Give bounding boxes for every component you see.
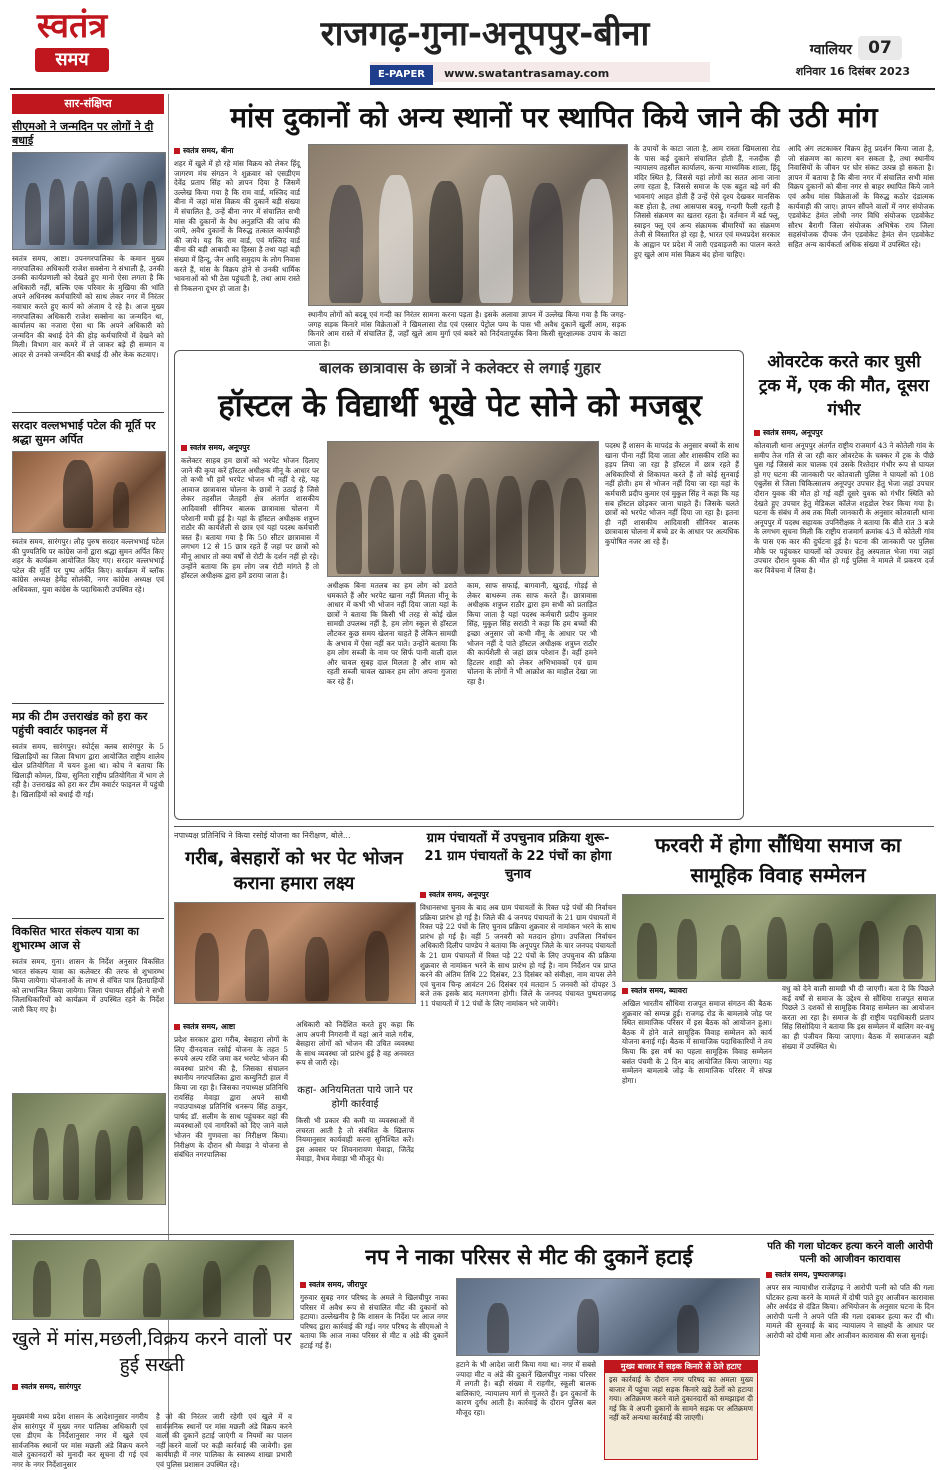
story-column: कलेक्टर साहब हम छात्रों को भरपेट भोजन दिलाए जाने की कृपा करें हॉस्टल अधीक्षक मीनू के आधार पर तो कभी भी हमें भरपेट भोजन भी नहीं दे रहे, यह आवाज छात्रावास चोलना के छात्रों ने उठाई है जिसे लेकर तहसील जैतहरी क्षेत्र अंतर्गत शासकीय आदिवासी सीनियर बालक छात्रावास चोलना में परेशानी मची हुई है। यहां के हॉस्टल अधीक्षक शत्रुघ्न राठौर की कार्यशैली से छात्र एवं यहां पदस्थ कर्मचारी त्रस्त हैं। बताया गया है कि 50 सीटर छात्रावास में लगभग 12 से 15 छात्र रहते हैं जहां पर छात्रों को मीनू आधार तो क्या वर्षों से रोटी के दर्शन नहीं हो रहे। उन्होंने बताया कि हम लोग जब रोटी मांगते हैं तो हॉस्टल अधीक्षक द्वारा हमें डराया जाता है। (181, 456, 319, 581)
sidebar-section-title (12, 94, 164, 114)
sidebar-item (12, 703, 164, 910)
edition-title: राजगढ़-गुना-अनूपपुर-बीना (320, 14, 650, 54)
murder-headline: पति की गला घोटकर हत्या करने वाली आरोपी पत्नी को आजीवन कारावास (767, 1241, 933, 1265)
sidebar-headline: विकसित भारत संकल्प यात्रा का शुभारम्भ आज से (12, 925, 139, 952)
byline: स्वतंत्र समय, अनूपपुर (420, 890, 616, 900)
byline: स्वतंत्र समय, जीरापुर (300, 1280, 448, 1290)
story-column: पदस्थ हैं शासन के मापदंड के अनुसार बच्चों के साथ खाना पीना नहीं दिया जाता और शासकीय राशि का हड़प लिया जा रहा है हॉस्टल में छात्र रहते हैं अधिकारियों से शिकायत करते हैं तो कोई सुनवाई नहीं होती। हम से भोजन नहीं दिया जा रहा यहां के कर्मचारी प्रदीप कुमार एवं मुकुल सिंह ने कहा कि यह सब हॉस्टल छोड़कर जाना चाहते हैं। जिसके चलते छात्रों को भरपेट भोजन नहीं दिया जा रहा है। इतना ही नहीं शासकीय आदिवासी सीनियर बालक छात्रावास चोलना में बच्चे डर के आधार पर अत्यधिक कुपोषित नजर आ रहे हैं। (605, 441, 739, 546)
byline: स्वतंत्र समय, बीना (174, 146, 300, 156)
story-column: शहर में खुले में हो रहे मांस विक्रय को लेकर हिंदू जागरण मंच संगठन ने शुक्रवार को एसडीएम देवेंद्र प्रताप सिंह को ज्ञापन दिया है जिसमें उल्लेख किया गया है कि राम वार्ड, मस्जिद वार्ड बीना में जहां मांस विक्रय की दुकानें बड़ी संख्या में संचालित है, उन्हें बीना नगर में संचालित सभी मांस की दुकानों के वैध अनुज्ञप्ति की जांच की जाये, अवैध दुकानों के विरुद्ध तत्काल कार्यवाही की जाये। यह कि राम वार्ड, एवं मस्जिद वार्ड बीना की बड़ी आबादी का हिस्सा है तथा यहां बड़ी संख्या में हिन्दू, जैन आदि समुदाय के लोग निवास करते हैं, मांस के विक्रय होने से उनकी धार्मिक भावनाओं को भी ठेस पहुंचती है, तथा आम रास्ते से निकलना दूभर हो जाता है। (174, 159, 300, 293)
news-photo (327, 441, 599, 577)
masthead-rule (10, 88, 935, 90)
news-photo (12, 1240, 294, 1320)
khule-story (12, 1240, 292, 1469)
sondhiya-headline: फरवरी में होगा सौंधिया समाज का सामूहिक विवाह सम्मेलन (654, 833, 902, 887)
news-photo (12, 451, 166, 533)
story-column: विधानसभा चुनाव के बाद अब ग्राम पंचायतों के रिक्त पड़े पंचों की निर्वाचन प्रक्रिया प्रारंभ हो गई है। जिले की 4 जनपद पंचायतों के 21 ग्राम पंचायतों में रिक्त पड़े 22 पंचों के लिए चुनाव प्रक्रिया शुक्रवार से नामांकन भरने के साथ प्रारंभ हो गई है। वहीं 5 जनवरी को मतदान होगा। उपजिला निर्वाचन अधिकारी दिलीप पाण्डेय ने बताया कि अनूपपुर जिले के चार जनपद पंचायतों के 21 ग्राम पंचायतों में रिक्त पड़े 22 पंचों के लिए उपचुनाव की प्रक्रिया शुक्रवार से नामांकन भरने के साथ प्रारंभ हो गई है। नाम निर्देशन पत्र प्राप्त करने की अंतिम तिथि 22 दिसंबर, 23 दिसंबर को संवीक्षा, नाम वापस लेने एवं चुनाव चिन्ह आवंटन 26 दिसंबर एवं मतदान 5 जनवरी को दोपहर 3 बजे तक इसके बाद मतगणना होगी। जिले के जनपद पंचायत पुष्पराजगढ़ 11 पंचायतों में 12 पंचों के लिए नामांकन भरे जायेंगे। (420, 903, 616, 1008)
story-column: गुरुवार सुबह नगर परिषद के अमले ने खिलचीपुर नाका परिसर में अवैध रूप से संचालित मीट की दुकानों को हटाया। उल्लेखनीय है कि शासन के निर्देश पर आज नगर परिषद द्वारा कार्रवाई की गई। नगर परिषद के सीएमओ ने बताया कि आज नाका परिसर से मीट व अंडे की दुकानें हटाई गई हैं। (300, 1293, 448, 1350)
sidebar-text: स्वतंत्र समय, सारंगपुर। लौह पुरुष सरदार वल्लभभाई पटेल की पुण्यतिथि पर कांग्रेस जनों द्वारा श्रद्धा सुमन अर्पित किए शहर के कार्यक्रम आयोजित किए गए। सरदार वल्लभभाई पटेल की मूर्ति पर पुष्प अर्पित किए। कार्यक्रम में ब्लॉक कांग्रेस अध्यक्ष हेमेंद्र सोलंकी, नगर कांग्रेस अध्यक्ष एवं अधिवक्ता, युवा कांग्रेस के पदाधिकारी उपस्थित रहे। (12, 537, 164, 594)
edition-date: शनिवार 16 दिसंबर 2023 (795, 65, 910, 78)
story-column: स्थानीय लोगों को बदबू एवं गन्दी का निरंतर सामना करना पड़ता है। इसके अलावा ज्ञापन में उल्लेख किया गया है कि जगह-जगह सड़क किनारे मांस विक्रेताओं ने खिमलासा रोड एवं एस्सार पेट्रोल पम्प के पास भी अवैध दुकानें खुलीं आम, सड़क किनारे आम रास्ते में संचालित हैं, जहाँ खुले आम मुर्गा एवं बकरे को निर्दयतापूर्वक बिना किसी सुरक्षात्मक उपाय के काटा जाता है। (308, 310, 626, 348)
khule-headline: खुले में मांस,मछली,विक्रय करने वालों पर हुई सख्ती (12, 1328, 292, 1376)
story-column: आदि अंग लटकाकर विक्रय हेतु प्रदर्शन किया जाता है, जो संक्रमण का कारण बन सकता है, तथा स्थानीय निवासियों के जीवन पर घोर संकट उत्पन्न हो सकता है। ज्ञापन में बताया है कि बीना नगर में संचालित सभी मांस विक्रय दुकानों को बीना नगर से बाहर स्थापित किये जाने एवं अवैध मांस विक्रेताओं के विरुद्ध कठोर दंडात्मक कार्यवाही की जाए। ज्ञापन सौंपने वालों में नगर संयोजक एडवोकेट हेमंत लोधी नगर विधि संयोजक एडवोकेट सौरभ बैरागी जिला संयोजक अभिषेक राय जिला सहसंयोजक दीपक जैन एडवोकेट हेमंत सेन एडवोकेट सहित अन्य कार्यकर्ता अधिक संख्या में उपस्थित रहे। (788, 144, 934, 249)
news-photo (456, 1278, 760, 1356)
byline: स्वतंत्र समय, सारंगपुर (12, 1382, 292, 1392)
story-column: किसी भी प्रकार की कमी या व्यवस्थाओं में लचरता आती है तो संबंधित के खिलाफ नियमानुसार कार्यवाही करना सुनिश्चित करें। इस अवसर पर शिवनारायण मेवाड़ा, जितेंद्र मेवाड़ा, वैभव मेवाड़ा भी मौजूद थे। (296, 1116, 414, 1164)
lead-story (174, 144, 934, 370)
story-column: अधीक्षक बिना मतलब का हम लोग को डराते धमकाते हैं और भरपेट खाना नहीं मिलता मीनू के आधार में कभी भी भोजन नहीं दिया जाता यहां के छात्रों ने बताया कि किसी भी तरह से कोई खेल सामग्री उपलब्ध नहीं है, हम लोग स्कूल से हॉस्टल लौटकर कुछ समय खेलना चाहते हैं लेकिन सामग्री के अभाव में ऐसा नहीं कर पाते। उन्होंने बताया कि हम लोग सब्जी के नाम पर सिर्फ पानी वाली दाल और चावल सुबह दाल मिलता है और शाम को रहती सब्जी चावल खाकर हम लोग अपना गुजारा कर रहे हैं। (327, 581, 457, 686)
newspaper-logo (16, 6, 128, 82)
story-column: प्रदेश सरकार द्वारा गरीब, बेसहारा लोगों के लिए दीनदयाल रसोई योजना के तहत 5 रूपये अल्प राशि जमा कर भरपेट भोजन की व्यवस्था प्रारंभ की है, जिसका संचालन स्थानीय नगरपालिका द्वारा कम्युनिटी हाल में किया जा रहा है। जिसका नपाध्यक्ष प्रतिनिधि रायसिंह मेवाड़ा द्वारा अपने साथी नपाउपाध्यक्ष प्रतिनिधि धनरूप सिंह ठाकुर, पार्षद डॉ. सलीम के साथ पहुंचकर वहां की व्यवस्थाओं एवं नागरिकों को दिए जाने वाले भोजन की गुणवत्ता का निरीक्षण किया। निरीक्षण के दौरान श्री मेवाड़ा ने योजना से संबंधित नगरपालिका (174, 1035, 288, 1160)
story-column: हटाने के भी आदेश जारी किया गया था। नगर में सबसे ज्यादा मीट व अंडे की दुकानें खिलचीपुर नाका परिसर में लगती है। बड़ी संख्या में राहगीर, स्कूली बालक बालिकाएं, न्यायालय मार्ग से गुजरते हैं। इन दुकानों के कारण दुर्गंध आती है। कार्रवाई के दौरान पुलिस बल मौजूद रहा। (456, 1360, 596, 1417)
byline: स्वतंत्र समय, अनूपपुर (754, 428, 934, 438)
sidebar-text: स्वतंत्र समय, सारंगपुर। स्पोर्ट्स क्लब सारंगपुर के 5 खिलाड़ियों का जिला विभाग द्वारा आयोजित राष्ट्रीय शालेय खेल प्रतियोगिता में चयन हुआ था। कोच ने बताया कि खिलाड़ी कोमल, प्रिया, सुनिता राष्ट्रीय प्रतियोगिता में भाग ले रही है। उत्तराखंड को हरा कर टीम क्वार्टर फाइनल में पहुंची है। खिलाड़ियों को बधाई दी गई। (12, 742, 164, 799)
page-number-badge (858, 36, 902, 60)
sidebar-headline: मप्र की टीम उत्तराखंड को हरा कर पहुंची क्वार्टर फाइनल में (12, 710, 148, 737)
hostel-headline: हॉस्टल के विद्यार्थी भूखे पेट सोने को मजबूर (218, 388, 702, 424)
masthead (0, 0, 945, 90)
byline: स्वतंत्र समय, आष्टा (174, 1022, 288, 1032)
city-label: ग्वालियर (809, 42, 852, 58)
sidebar-item (12, 412, 164, 695)
sidebar-text: स्वतंत्र समय, आष्टा। उपनगरपालिका के कमान मुख्य नगरपालिका अधिकारी राजेश सक्सेना ने संभाली है, उनकी उनकी कार्यप्रणाली को देखते हुए मानो ऐसा लगता है कि अधिकारी नहीं, बल्कि एक परिवार के मुखिया की भांति अपने अधिनस्थ कर्मचारियों को साथ लेकर नगर में निरंतर नवाचार करते हुए कार्य को अंजाम दे रहे है। आज मुख्य नगरपालिका अधिकारी राजेश सक्सेना का जन्मदिन था, कार्यालय का नजारा ऐसा था कि अपने अधिकारी को जन्मदिन की बधाई देने की होड़ कर्मचारियों में देखने को मिली। विभाग वार कमरे में ले जाकर बड़े ही सम्मान व आदर से उनको जन्मदिन की बधाई दी और केक कटवाए। (12, 254, 164, 359)
story-column: के उपायों के काटा जाता है, आम रास्ता खिमलासा रोड के पास कई दुकाने संचालित होती हैं, नजदीक ही न्यायालय तहसील कार्यालय, कन्या माध्यमिक शाला, हिंदू मंदिर स्थित है, जिससे यहां लोगों का सतत आना जाना लगा रहता है, जिससे समाज के एक बहुत बड़े वर्ग की भावनाएं आहत होती हैं उन्हें ऐसे दृश्य देखकर मानसिक कष्ट होता है, तथा आसपास बदबू, गन्दगी फैली रहती है जिससे संक्रमण का खतरा रहता है। वर्तमान में बर्ड फ्लू, स्वाइन फ्लू एवं अन्य संक्रामक बीमारियों का संक्रमण तेजी से विस्तारित हो रहा है, भारत एवं मध्यप्रदेश सरकार के आह्वान पर प्रदेश में जारी एडवाइजरी का पालन करते हुए खुले आम मांस विक्रय बंद होना चाहिए। (634, 144, 780, 259)
story-column: अधिकारी को निर्देशित करते हुए कहा कि आप अपनी निगरानी में यहां आने वाले गरीब, बेसहारा लोगों को भोजन की उचित व्यवस्था के साथ व्यवस्था जो प्रारंभ हुई है वह अनवरत रूप से जारी रहे। (296, 1020, 414, 1068)
info-box-text: इस कार्रवाई के दौरान नगर परिषद का अमला मुख्य बाजार में पहुंचा जहां सड़क किनारे खड़े ठेलों को हटाया गया। अतिक्रमण करने वाले दुकानदारों को समझाइश दी गई कि वे अपनी दुकानों के सामने सड़क पर अतिक्रमण नहीं करें अन्यथा कार्रवाई की जाएगी। (609, 1375, 753, 1423)
info-box-title: मुख्य बाजार में सड़क किनारे से ठेले हटाए (605, 1361, 757, 1373)
sidebar-title-text: सार-संक्षिप्त (64, 97, 112, 110)
section-rule (174, 826, 934, 827)
panchayat-story (420, 830, 616, 1230)
byline: स्वतंत्र समय, अनूपपुर (181, 443, 319, 453)
garib-subhead: कहा- अनियमितता पाये जाने पर होगी कार्रवाई (297, 1085, 413, 1110)
hostel-kicker: बालक छात्रावास के छात्रों ने कलेक्टर से लगाई गुहार (319, 359, 601, 377)
sondhiya-story (622, 830, 934, 1230)
website-link[interactable]: www.swatantrasamay.com (444, 67, 610, 80)
overtake-story (754, 350, 934, 820)
sidebar-item (12, 918, 164, 1087)
section-rule (10, 1234, 934, 1235)
story-column: अखिल भारतीय सौंधिया राजपूत समाज संगठन की बैठक शुक्रवार को सम्पन्न हुई। राजगढ़ रोड के बामलाबे जोड़ पर स्थित सामाजिक परिसर में इस बैठक को आयोजन हुआ। बैठक में होने वाले सामूहिक विवाह सम्मेलन को कार्य योजना बनाई गई। बैठक में सामाजिक पदाधिकारियों ने तय किया कि इस वर्ष का पहला सामूहिक विवाह सम्मेलन बसंत पंचमी के 2 दिन बाद आयोजित किया जाएगा। यह सम्मेलन बामलाबे जोड़ के सामाजिक परिसर में संपन्न होगा। (622, 999, 772, 1085)
garib-kicker: नपाध्यक्ष प्रतिनिधि ने किया रसोई योजना का निरीक्षण, बोले... (174, 831, 351, 840)
info-box (604, 1360, 758, 1460)
sidebar-text: स्वतंत्र समय, गुना। शासन के निर्देश अनुसार विकसित भारत संकल्प यात्रा का कलेक्टर की तरफ से शुभारम्भ किया जायेगा। योजनाओं के लाभ से वंचित पात्र हितग्राहियों को लाभान्वित किया जायेगा। जिला पंचायत सीईओ ने सभी जिलाधिकारियों को कार्यक्रम में उपस्थित रहने के निर्देश जारी किए गए है। (12, 957, 164, 1014)
hostel-story (174, 350, 744, 820)
logo-top-text: स्वतंत्र (36, 6, 108, 46)
news-photo (174, 902, 416, 1004)
garib-headline: गरीब, बेसहारों को भर पेट भोजन कराना हमारा लक्ष्य (185, 848, 403, 894)
sidebar-headline: सीएमओ ने जन्मदिन पर लोगों ने दी बधाई (12, 120, 154, 147)
story-column: अपर सत्र न्यायाधीश राजेंद्रगढ़ ने आरोपी पत्नी को पति की गला घोंटकर हत्या करने के मामले में दोषी पाते हुए आजीवन कारावास और अर्थदंड से दंडित किया। अभियोजन के अनुसार घटना के दिन आरोपी पत्नी ने अपने पति की गला दबाकर हत्या कर दी थी। मामले की सुनवाई के बाद न्यायालय ने साक्ष्यों के आधार पर आरोपी को दोषी माना और आजीवन कारावास की सजा सुनाई। (766, 1283, 934, 1340)
logo-bottom-badge (35, 48, 109, 72)
epaper-label: E-PAPER (370, 65, 433, 85)
murder-story (766, 1240, 934, 1460)
story-column: है जो की निरंतर जारी रहेगी एवं खुले में व सार्वजनिक स्थानों पर मांस मछली अंडे विक्रय करने वालों की दुकानें हटाई जाएंगी व नियमों का पालन नहीं करने वालों पर कड़ी कार्रवाई की जावेगी। इस कार्यवाही में नगर पालिका के स्वास्थ्य शाखा प्रभारी एवं पुलिस प्रशासन उपस्थित रहे। (156, 1412, 292, 1469)
byline: स्वतंत्र समय, ब्यावरा (622, 986, 772, 996)
story-column: वधु को देने वाली सामग्री भी दी जाएगी। बता दे कि पिछले कई वर्षों से समाज के उद्देश्य से सौंधिया राजपूत समाज पिछले 3 दशकों से सामूहिक विवाह सम्मेलन का आयोजन करता आ रहा है। समाज के ही राष्ट्रीय पदाधिकारी प्रताप सिंह सिसोदिया ने बताया कि इस सम्मेलन में बालिग वर-वधु का ही पंजीयन किया जाएगा। बैठक में समाजजन बड़ी संख्या में उपस्थित थे। (782, 984, 934, 1051)
panchayat-headline: ग्राम पंचायतों में उपचुनाव प्रक्रिया शुरू- 21 ग्राम पंचायतों के 22 पंचों का होगा चुनाव (424, 831, 612, 882)
news-photo (12, 1093, 166, 1205)
story-column: कोतवाली थाना अनूपपुर अंतर्गत राष्ट्रीय राजमार्ग 43 ने कोतेली गांव के समीप तेज गति से जा रही कार ओवरटेक के चक्कर में ट्रक के पीछे घुस गई जिससे कार चालक एवं उसके रिश्तेदार गंभीर रूप से घायल हो गए घटना की जानकारी पर कोतवाली पुलिस ने घायलों को 108 एंबुलेंस से जिला चिकित्सालय अनूपपुर उपचार हेतु भेजा जहां उपचार दौरान युवक की मौत हो गई वहीं दूसरे युवक को गंभीर स्थिति को देखते हुए उपचार हेतु मेडिकल कॉलेज शहडोल रेफर किया गया है। घटना के संबंध में अब तक मिली जानकारी के अनुसार कोतवाली थाना अनूपपुर में पदस्थ सहायक उपनिरीक्षक ने बताया कि बीते रात 3 बजे के लगभग सूचना मिली कि राष्ट्रीय राजमार्ग क्रमांक 43 में कोतेली गांव के पास एक कार की दुर्घटना हुई है। घटना की जानकारी पर पुलिस मौके पर पहुंचकर घायलों को उपचार हेतु अस्पताल भेजा गया जहां उपचार दौरान युवक की मौत हो गई पुलिस ने मामले में प्रकरण दर्ज कर विवेचना में लिया है। (754, 441, 934, 575)
byline: स्वतंत्र समय, पुष्पराजगढ़। (766, 1270, 934, 1280)
news-photo (308, 144, 628, 306)
story-column: मुख्यमंत्री मध्य प्रदेश शासन के आदेशानुसार नगरीय क्षेत्र सारंगपुर में मुख्य नगर पालिका अधिकारी एवं एस डीएम के निर्देशानुसार नगर में खुले एवं सार्वजनिक स्थानों पर मांस मछली अंडे विक्रय करने वाले दुकानदारों को मुनादी कर सूचना दी गई एवं नगर के नगर निर्देशानुसार (12, 1412, 148, 1469)
story-column: काम, साफ सफाई, बागवानी, खुदाई, गोड़ई से लेकर बाथरूम तक साफ करते हैं। छात्रावास अधीक्षक शत्रुघ्न राठौर द्वारा हम सभी को प्रताड़ित किया जाता है यहां पदस्थ कर्मचारी प्रदीप कुमार सिंह, मुकुल सिंह सराठी ने कहा कि हम बच्चों की इच्छा अनुसार जो कभी मीनू के आधार पर भी भोजन नहीं दे पाते हॉस्टल अधीक्षक शत्रुघ्न राठौर की कार्यशैली से जहां छात्र परेशान हैं। वहीं हमने हिटलर शाही को लेकर अभिभावकों एवं ग्राम चोलना के लोगों ने भी आक्रोश का माहौल देखा जा रहा है। (467, 581, 597, 686)
meat-naka-headline: नप ने नाका परिसर से मीट की दुकानें हटाई (365, 1245, 693, 1269)
sidebar-headline: सरदार वल्लभभाई पटेल की मूर्ति पर श्रद्धा सुमन अर्पित (12, 419, 156, 446)
sidebar-item (12, 120, 164, 404)
news-photo (622, 894, 936, 982)
news-photo (12, 152, 166, 250)
overtake-headline: ओवरटेक करते कार घुसी ट्रक में, एक की मौत, दूसरा गंभीर (758, 352, 930, 420)
lead-headline: मांस दुकानों को अन्य स्थानों पर स्थापित किये जाने की उठी मांग (230, 101, 878, 134)
logo-bottom-text: समय (55, 49, 89, 70)
meat-naka-story (300, 1240, 758, 1460)
epaper-bar (370, 62, 710, 82)
garib-story (174, 830, 414, 1230)
page-number: 07 (868, 38, 892, 58)
